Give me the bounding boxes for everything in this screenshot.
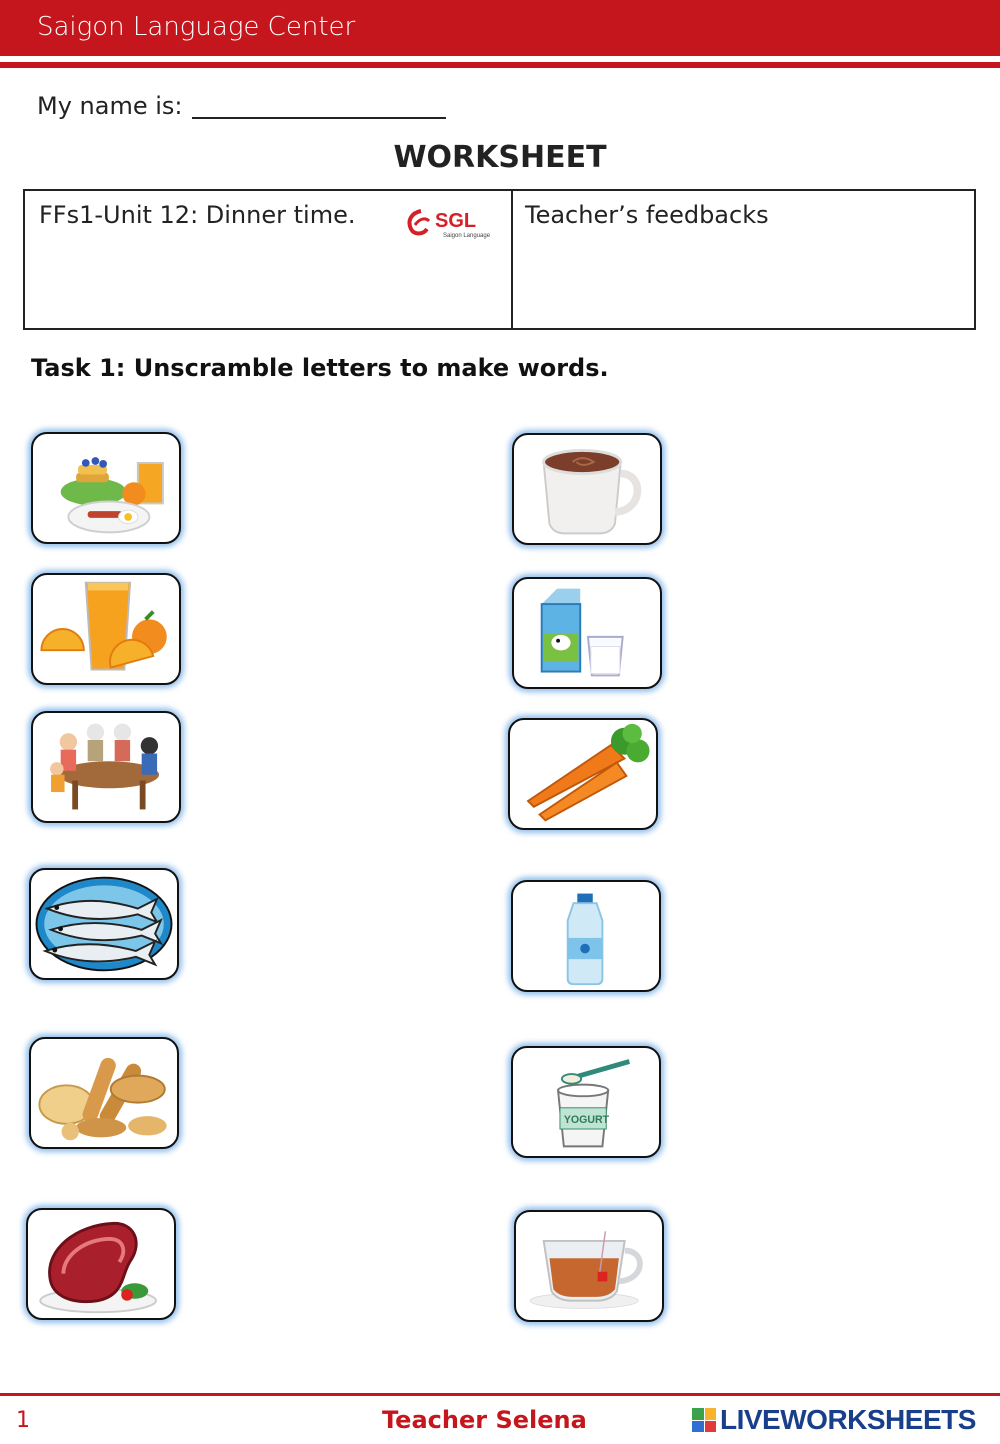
liveworksheets-brand: LIVEWORKSHEETS: [720, 1404, 976, 1435]
water-bottle-icon: [511, 880, 661, 992]
svg-text:YOGURT: YOGURT: [563, 1114, 610, 1127]
breakfast-icon: [31, 432, 181, 544]
liveworksheets-logo: [692, 1404, 976, 1436]
teacher-name: Teacher Selena: [382, 1406, 587, 1434]
task1-title: Task 1: Unscramble letters to make words.: [31, 354, 609, 382]
orange-juice-icon: [31, 573, 181, 685]
page-number: 1: [16, 1408, 30, 1433]
name-input-line[interactable]: [192, 117, 446, 119]
footer-divider: [0, 1393, 1000, 1396]
brand-name: Saigon Language Center: [37, 12, 356, 42]
milk-icon: [512, 577, 662, 689]
name-label: My name is:: [37, 92, 183, 120]
header-bar: [0, 0, 1000, 56]
info-table: [23, 189, 976, 330]
meat-icon: [26, 1208, 176, 1320]
svg-text:Saigon Language: Saigon Language: [443, 233, 491, 239]
header-divider: [0, 62, 1000, 68]
hot-chocolate-icon: [512, 433, 662, 545]
sgl-logo: [403, 205, 503, 241]
table-divider: [511, 191, 513, 328]
unit-label: FFs1-Unit 12: Dinner time.: [39, 201, 356, 229]
yogurt-icon: [511, 1046, 661, 1158]
carrot-icon: [508, 718, 658, 830]
page-title: WORKSHEET: [393, 140, 607, 175]
bread-icon: [29, 1037, 179, 1149]
fish-icon: [29, 868, 179, 980]
liveworksheets-blocks-icon: [692, 1408, 716, 1432]
svg-text:SGL: SGL: [435, 210, 477, 232]
family-dinner-icon: [31, 711, 181, 823]
tea-icon: [514, 1210, 664, 1322]
feedback-label: Teacher’s feedbacks: [525, 201, 769, 229]
